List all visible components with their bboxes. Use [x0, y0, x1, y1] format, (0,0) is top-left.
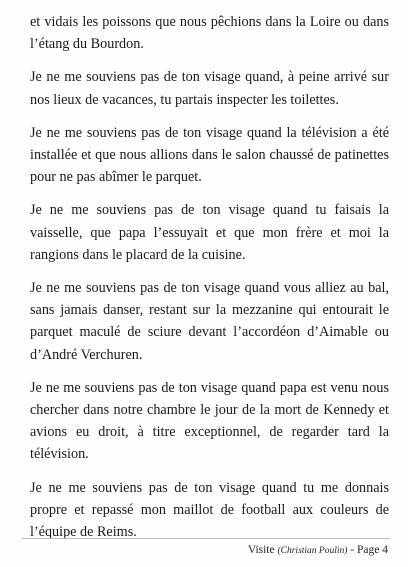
page-footer	[248, 544, 388, 556]
paragraph: Je ne me souviens pas de ton visage quand papa est venu nous chercher dans notre chambre le jour de la mort de Kennedy et avions eu droit, à titre exceptionnel, de regarder tard la télévision.	[30, 379, 389, 463]
page-number: Page 4	[357, 544, 388, 556]
paragraph: Je ne me souviens pas de ton visage quand tu me donnais propre et repassé mon maillot de football aux couleurs de l’équipe de Reims.	[30, 479, 389, 541]
footer-separator: -	[350, 544, 355, 556]
footer-credit: (Christian Poulin)	[277, 546, 348, 556]
paragraph: Je ne me souviens pas de ton visage quand vous alliez au bal, sans jamais danser, restant sur la mezzanine qui entourait le parquet maculé de sciure devant l’accordéon d’Aimable ou d’André Verchuren.	[30, 280, 389, 363]
paragraph: Je ne me souviens pas de ton visage quand tu faisais la vaisselle, que papa l’essuyait et que mon frère et moi la rangions dans le placard de la cuisine.	[30, 202, 389, 263]
footer-title: Visite	[247, 544, 275, 556]
page-body	[30, 11, 389, 554]
paragraph: et vidais les poissons que nous pêchions dans la Loire ou dans l’étang du Bourdon.	[30, 14, 389, 53]
paragraph: Je ne me souviens pas de ton visage quand la télévision a été installée et que nous allions dans le salon chaussé de patinettes pour ne pas abîmer le parquet.	[30, 124, 389, 186]
paragraph: Je ne me souviens pas de ton visage quand, à peine arrivé sur nos lieux de vacances, tu partais inspecter les toilettes.	[30, 69, 389, 108]
footer-divider	[22, 538, 390, 539]
